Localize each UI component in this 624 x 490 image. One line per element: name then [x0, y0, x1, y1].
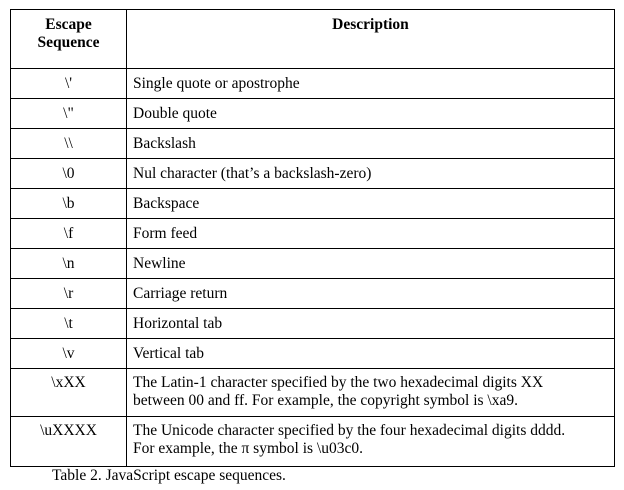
escape-sequence-cell: \f — [11, 219, 127, 249]
table-row — [11, 159, 615, 189]
description-cell — [127, 369, 615, 417]
description-cell: Backslash — [127, 129, 615, 159]
escape-sequence-cell: \t — [11, 309, 127, 339]
description-line: For example, the π symbol is \u03c0. — [133, 440, 363, 457]
escape-sequence-cell: \" — [11, 99, 127, 129]
description-cell: Carriage return — [127, 279, 615, 309]
table-caption: Table 2. JavaScript escape sequences. — [52, 467, 286, 484]
escape-sequence-table — [10, 9, 615, 467]
table-row — [11, 339, 615, 369]
header-escape-sequence — [11, 10, 127, 69]
escape-sequence-cell: \uXXXX — [11, 417, 127, 467]
description-cell: Double quote — [127, 99, 615, 129]
table-row — [11, 309, 615, 339]
description-line: The Latin-1 character specified by the two hexadecimal digits XX — [133, 374, 544, 391]
escape-sequence-cell: \r — [11, 279, 127, 309]
description-line: between 00 and ff. For example, the copyright symbol is \xa9. — [133, 392, 518, 409]
escape-sequence-cell: \' — [11, 69, 127, 99]
table-row — [11, 189, 615, 219]
escape-sequence-cell: \n — [11, 249, 127, 279]
description-line: The Unicode character specified by the four hexadecimal digits dddd. — [133, 422, 566, 439]
table-row — [11, 369, 615, 417]
header-escape-sequence-line1: Escape — [45, 16, 92, 33]
description-cell — [127, 417, 615, 467]
description-cell: Form feed — [127, 219, 615, 249]
escape-sequence-cell: \b — [11, 189, 127, 219]
table-row — [11, 249, 615, 279]
escape-sequence-cell: \\ — [11, 129, 127, 159]
description-cell: Backspace — [127, 189, 615, 219]
escape-sequence-cell: \v — [11, 339, 127, 369]
table-row — [11, 279, 615, 309]
description-cell: Nul character (that’s a backslash-zero) — [127, 159, 615, 189]
description-cell: Single quote or apostrophe — [127, 69, 615, 99]
table-header-row — [11, 10, 615, 69]
header-escape-sequence-line2: Sequence — [37, 34, 100, 51]
table-row — [11, 417, 615, 467]
escape-sequence-cell: \xXX — [11, 369, 127, 417]
table-row — [11, 219, 615, 249]
table-row — [11, 129, 615, 159]
header-description: Description — [127, 10, 615, 69]
table-row — [11, 99, 615, 129]
description-cell: Vertical tab — [127, 339, 615, 369]
description-cell: Horizontal tab — [127, 309, 615, 339]
table-row — [11, 69, 615, 99]
description-cell: Newline — [127, 249, 615, 279]
escape-sequence-cell: \0 — [11, 159, 127, 189]
escape-sequence-table-container — [10, 9, 615, 467]
